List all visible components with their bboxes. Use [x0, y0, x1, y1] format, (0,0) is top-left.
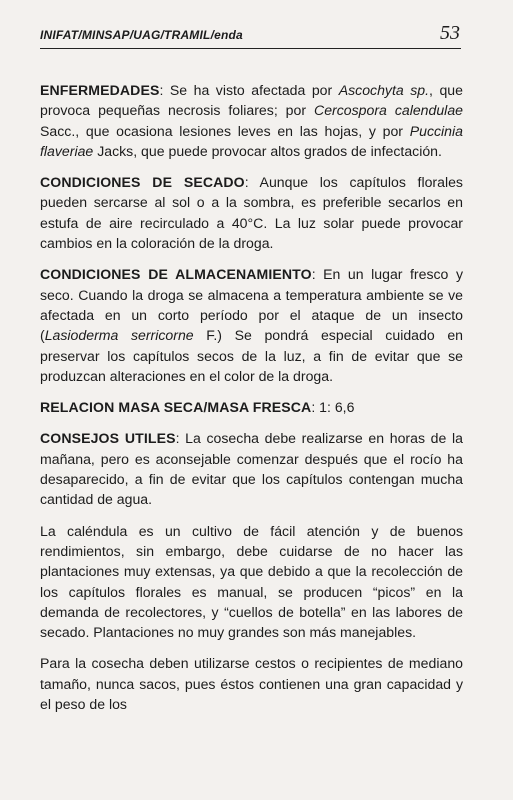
species-name: Puccinia flaveriae: [40, 122, 463, 159]
section-relacion: [40, 397, 463, 417]
header-rule: [40, 48, 461, 49]
section-text: : En un lugar fresco y seco. Cuando la droga se almacena a temperatura ambiente se ve afectada en un corto período por el ataque de un insecto (: [40, 266, 463, 344]
section-enfermedades: [40, 80, 463, 161]
species-name: Lasioderma serricorne: [44, 327, 194, 344]
section-secado: [40, 172, 463, 253]
section-heading: CONDICIONES DE SECADO: [40, 174, 245, 191]
section-text: Jacks, que puede provocar altos grados de infectación.: [93, 142, 442, 159]
page-body: [40, 80, 463, 725]
section-heading: RELACION MASA SECA/MASA FRESCA: [40, 399, 312, 416]
body-paragraph: La caléndula es un cultivo de fácil atención y de buenos rendimientos, sin embargo, debe cuidarse de no hacer las plantaciones muy extensas, ya que debido a que la recolección de los capítulos florales es manual, se producen “picos” en la demanda de recolectores, y “cuellos de botella” en las labores de secado. Plantaciones no muy grandes son más manejables.: [40, 522, 463, 641]
page-number: 53: [440, 22, 460, 44]
section-text: : 1: 6,6: [311, 399, 355, 416]
body-paragraph: Para la cosecha deben utilizarse cestos o recipientes de mediano tamaño, nunca sacos, pues éstos contienen una gran capacidad y el peso de los: [40, 655, 463, 713]
section-text: : Aunque los capítulos florales pueden sercarse al sol o a la sombra, es preferible secarlos en estufa de aire recirculado a 40°C. La luz solar puede provocar cambios en la coloración de la droga.: [40, 174, 463, 252]
section-almacenamiento: [40, 264, 463, 386]
section-text: Sacc., que ocasiona lesiones leves en las hojas, y por: [40, 122, 410, 139]
section-heading: CONSEJOS UTILES: [40, 430, 176, 447]
section-heading: ENFERMEDADES: [40, 82, 160, 98]
section-text: : La cosecha debe realizarse en horas de la mañana, pero es aconsejable comenzar después que el rocío ha desaparecido, a fin de evitar que los capítulos contengan mucha cantidad de agua.: [40, 430, 463, 508]
section-text: , que provoca pequeñas necrosis foliares; por: [40, 82, 463, 119]
running-head-text: INIFAT/MINSAP/UAG/TRAMIL/enda: [40, 28, 243, 42]
running-head: [40, 22, 460, 48]
species-name: Cercospora calendulae: [314, 102, 463, 119]
section-consejos: [40, 428, 463, 509]
section-text: F.) Se pondrá especial cuidado en preservar los capítulos secos de la luz, a fin de evitar que se produzcan alteraciones en el color de la droga.: [40, 327, 463, 384]
section-heading: CONDICIONES DE ALMACENAMIENTO: [40, 266, 312, 283]
section-text: : Se ha visto afectada por: [159, 82, 339, 98]
species-name: Ascochyta sp.: [338, 82, 430, 98]
